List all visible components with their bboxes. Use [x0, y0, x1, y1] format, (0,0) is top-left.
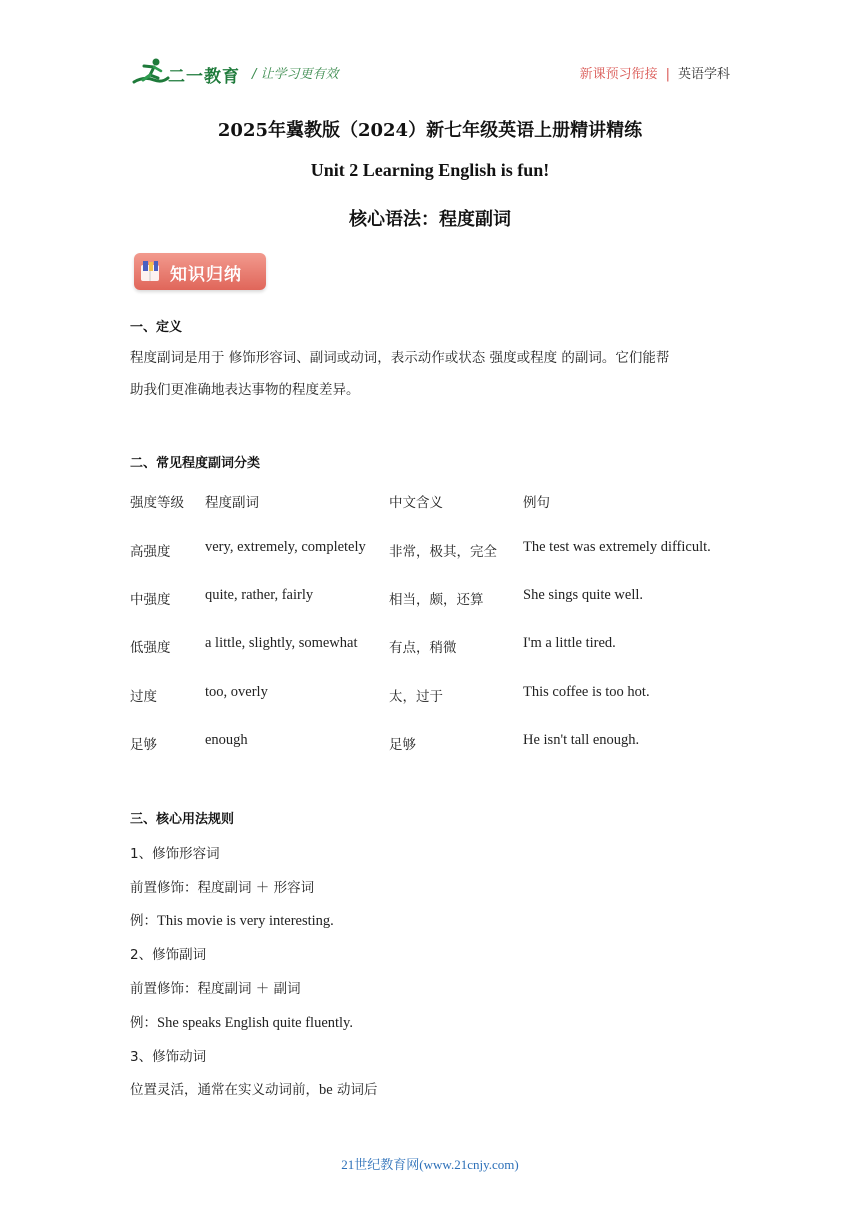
example-sentence: This movie is very interesting. [157, 913, 334, 929]
table-cell-level: 低强度 [130, 640, 171, 656]
table-cell-example: I'm a little tired. [523, 635, 616, 651]
logo [130, 56, 255, 90]
table-cell-adverbs: quite, rather, fairly [205, 587, 314, 603]
slogan: / 让学习更有效 [252, 67, 339, 82]
rule-3-text-part: 位置灵活，通常在实义动词前， [130, 1082, 319, 1098]
logo-text: 二一教育 [168, 67, 240, 87]
table-cell-example: She sings quite well. [523, 587, 644, 603]
table-cell-example: He isn't tall enough. [523, 732, 640, 748]
table-cell-adverbs: very, extremely, completely [205, 539, 366, 555]
table-cell-adverbs: enough [205, 732, 248, 748]
rule-3-text-part: be [319, 1082, 333, 1098]
knowledge-summary-badge [134, 253, 266, 290]
section-heading-definition: 一、定义 [130, 320, 183, 335]
rule-1-example [130, 909, 334, 930]
page-header [130, 56, 730, 92]
table-cell-meaning: 太，过于 [389, 689, 443, 705]
subject-tag: 英语学科 [677, 67, 730, 82]
table-header-cell: 强度等级 [130, 495, 184, 511]
header-course-label [580, 63, 730, 82]
rule-2-example [130, 1011, 353, 1032]
rule-2-text: 前置修饰：程度副词 ＋ 副词 [130, 981, 301, 997]
table-cell-level: 高强度 [130, 544, 171, 560]
table-cell-adverbs: a little, slightly, somewhat [205, 635, 358, 651]
table-cell-example: The test was extremely difficult. [523, 539, 711, 555]
definition-line-2: 助我们更准确地表达事物的程度差异。 [130, 382, 360, 398]
topic-title: 核心语法：程度副词 [349, 209, 511, 230]
example-sentence: She speaks English quite fluently. [157, 1015, 353, 1031]
section-heading-categories: 二、常见程度副词分类 [130, 456, 261, 471]
footer-link[interactable]: 21世纪教育网(www.21cnjy.com) [341, 1157, 519, 1172]
book-icon [139, 259, 161, 283]
example-prefix: 例： [130, 1015, 157, 1031]
table-cell-level: 中强度 [130, 592, 171, 608]
document-title: 2025年冀教版（2024）新七年级英语上册精讲精练 [217, 120, 643, 141]
rule-3-text-part: 动词后 [332, 1082, 378, 1098]
table-cell-adverbs: too, overly [205, 684, 268, 700]
table-cell-meaning: 足够 [389, 737, 416, 753]
table-cell-example: This coffee is too hot. [523, 684, 650, 700]
rule-1-text: 前置修饰：程度副词 ＋ 形容词 [130, 880, 315, 896]
table-header-cell: 程度副词 [205, 495, 259, 511]
example-prefix: 例： [130, 913, 157, 929]
definition-line-1: 程度副词是用于 修饰形容词、副词或动词，表示动作或状态 强度或程度 的副词。它们能帮 [130, 350, 670, 366]
course-tag: 新课预习衔接 [579, 67, 658, 82]
rule-1-title: 1、修饰形容词 [130, 846, 220, 862]
table-cell-level: 足够 [130, 737, 157, 753]
unit-title: Unit 2 Learning English is fun! [310, 160, 550, 180]
definition-paragraph [130, 342, 735, 406]
table-header-cell: 例句 [523, 495, 550, 511]
table-header-cell: 中文含义 [389, 495, 443, 511]
rule-3-text [130, 1078, 377, 1099]
runner-icon [130, 56, 170, 90]
rule-2-title: 2、修饰副词 [130, 947, 207, 963]
table-cell-meaning: 相当，颇，还算 [389, 592, 484, 608]
badge-label: 知识归纳 [170, 265, 242, 285]
table-cell-meaning: 非常，极其，完全 [389, 544, 497, 560]
section-heading-rules: 三、核心用法规则 [130, 812, 235, 827]
header-separator: | [665, 67, 670, 82]
table-cell-level: 过度 [130, 689, 157, 705]
rule-3-title: 3、修饰动词 [130, 1049, 207, 1065]
table-cell-meaning: 有点，稍微 [389, 640, 457, 656]
